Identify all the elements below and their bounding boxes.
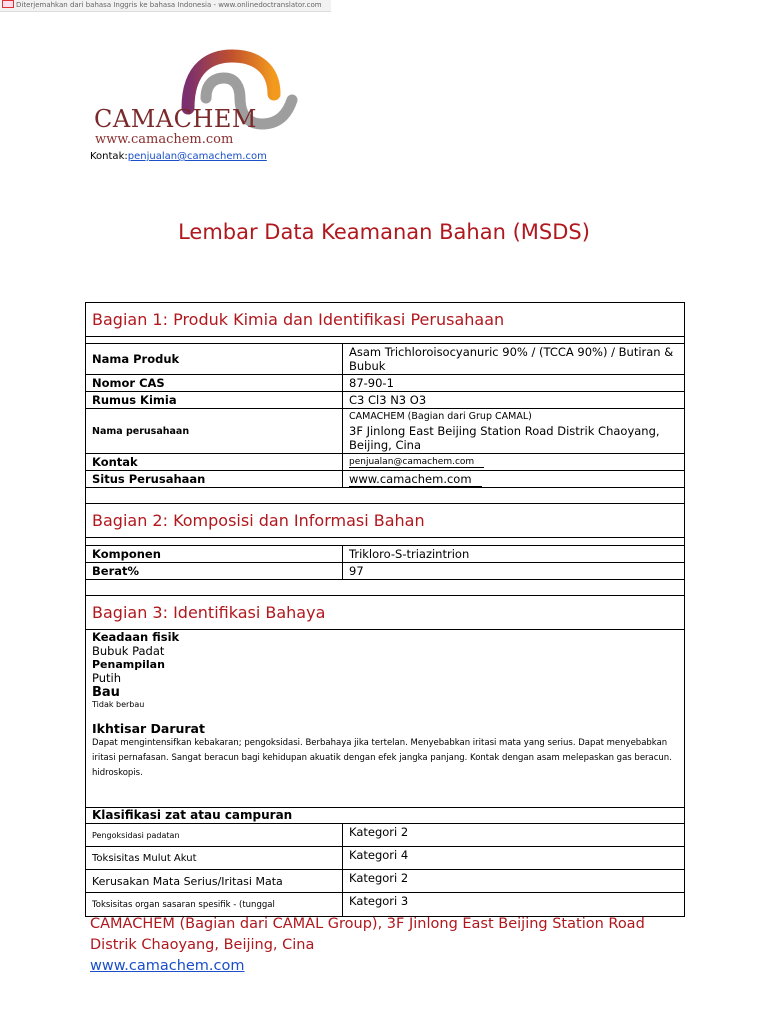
appearance-value: Putih <box>92 671 122 685</box>
row-key: Toksisitas Mulut Akut <box>86 847 343 869</box>
table-row <box>86 471 684 488</box>
row-key: Rumus Kimia <box>86 392 343 408</box>
row-key: Nomor CAS <box>86 375 343 391</box>
hazard-block <box>86 630 684 808</box>
row-key: Situs Perusahaan <box>86 471 343 487</box>
row-spacer <box>86 538 684 545</box>
appearance-label: Penampilan <box>92 658 165 671</box>
row-value: Kategori 2 <box>349 825 409 839</box>
translator-icon <box>2 0 14 8</box>
logo-url: www.camachem.com <box>95 132 234 147</box>
logo-name: CAMACHEM <box>94 105 257 133</box>
section-3-heading: Bagian 3: Identifikasi Bahaya <box>86 596 684 630</box>
physical-state-label: Keadaan fisik <box>92 630 180 644</box>
row-key: Nama Produk <box>86 344 343 374</box>
section-2-heading: Bagian 2: Komposisi dan Informasi Bahan <box>86 504 684 538</box>
footer-address: CAMACHEM (Bagian dari CAMAL Group), 3F Jinlong East Beijing Station Road Distrik Chaoyang, Beijing, Cina <box>90 916 645 953</box>
table-row <box>86 392 684 409</box>
row-key: Pengoksidasi padatan <box>86 824 343 846</box>
emergency-overview-text: Dapat mengintensifkan kebakaran; pengoksidasi. Berbahaya jika tertelan. Menyebabkan iritasi mata yang serius. Dapat menyebabkan iritasi pernafasan. Sangat beracun bagi kehidupan akuatik dengan efek jangka panjang. Kontak dengan asam melepaskan gas beracun. hidroskopis. <box>92 738 672 778</box>
physical-state-value: Bubuk Padat <box>92 644 165 658</box>
row-key: Kerusakan Mata Serius/Iritasi Mata <box>86 870 343 892</box>
section-1-heading: Bagian 1: Produk Kimia dan Identifikasi Perusahaan <box>86 303 684 337</box>
table-row <box>86 563 684 580</box>
emergency-overview-title: Ikhtisar Darurat <box>92 721 205 736</box>
contact-email-link[interactable]: penjualan@camachem.com <box>127 151 267 162</box>
row-value <box>343 454 684 470</box>
company-name: CAMACHEM (Bagian dari Grup CAMAL) <box>349 411 532 422</box>
company-logo <box>90 48 300 158</box>
row-key: Berat% <box>86 563 343 579</box>
company-website: www.camachem.com <box>349 472 482 487</box>
row-spacer <box>86 580 684 596</box>
contact-label: Kontak: <box>90 151 128 162</box>
row-value: Kategori 3 <box>349 894 409 908</box>
row-value: Asam Trichloroisocyanuric 90% / (TCCA 90%) / Butiran & Bubuk <box>349 345 674 373</box>
odor-value: Tidak berbau <box>92 700 145 709</box>
classification-title: Klasifikasi zat atau campuran <box>86 808 684 824</box>
row-value: C3 Cl3 N3 O3 <box>349 393 427 407</box>
document-title: Lembar Data Keamanan Bahan (MSDS) <box>178 220 590 244</box>
msds-table <box>85 302 685 917</box>
row-key: Nama perusahaan <box>86 409 343 453</box>
table-row <box>86 375 684 392</box>
footer-website-link[interactable]: www.camachem.com <box>90 958 245 974</box>
table-row <box>86 409 684 454</box>
row-value <box>343 471 684 487</box>
contact-email: penjualan@camachem.com <box>349 457 484 468</box>
table-row <box>86 870 684 893</box>
row-value: Kategori 2 <box>349 871 409 885</box>
company-address: 3F Jinlong East Beijing Station Road Distrik Chaoyang, Beijing, Cina <box>349 424 660 452</box>
odor-label: Bau <box>92 685 120 700</box>
page-footer <box>90 914 690 977</box>
row-spacer <box>86 488 684 504</box>
row-value: Trikloro-S-triazintrion <box>349 547 470 561</box>
row-value: 87-90-1 <box>349 376 394 390</box>
row-value <box>343 409 684 453</box>
table-row <box>86 545 684 563</box>
row-value: Kategori 4 <box>349 848 409 862</box>
row-key: Kontak <box>86 454 343 470</box>
row-key: Toksisitas organ sasaran spesifik - (tunggal <box>86 893 343 916</box>
table-row <box>86 454 684 471</box>
translation-banner[interactable] <box>0 0 331 12</box>
row-value: 97 <box>349 564 364 578</box>
banner-text: Diterjemahkan dari bahasa Inggris ke bahasa Indonesia - www.onlinedoctranslator.com <box>16 1 322 9</box>
table-row <box>86 343 684 375</box>
table-row <box>86 824 684 847</box>
table-row <box>86 847 684 870</box>
row-key: Komponen <box>86 546 343 562</box>
contact-line <box>90 151 267 162</box>
